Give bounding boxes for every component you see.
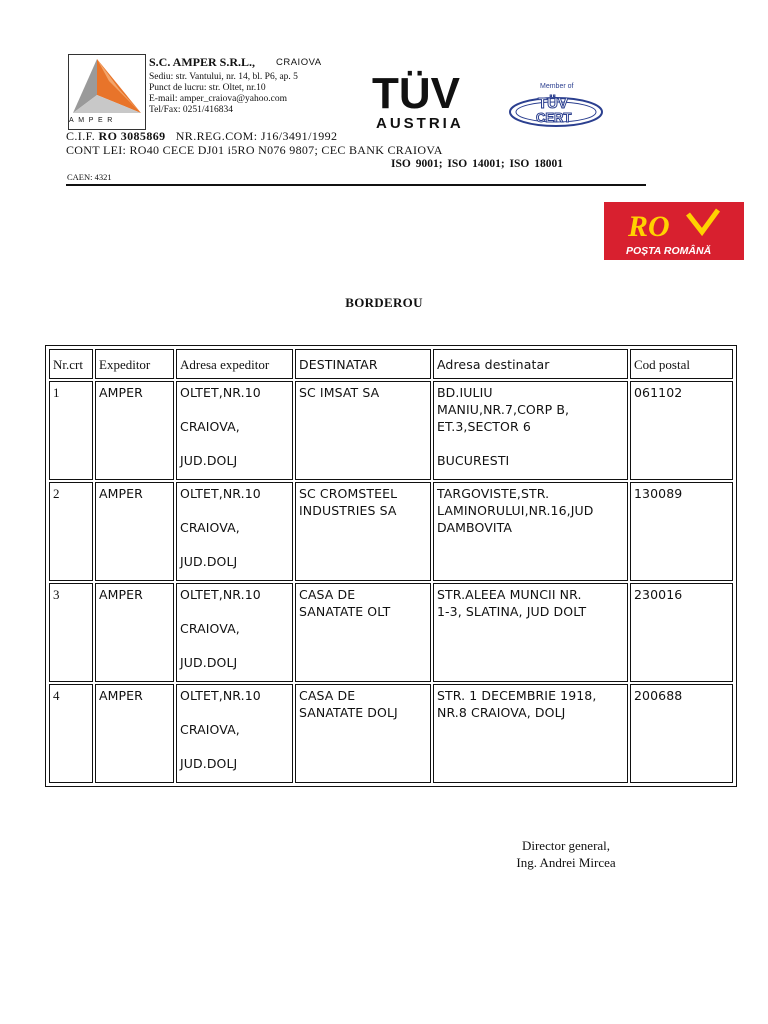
svg-text:POȘTA ROMÂNĂ: POȘTA ROMÂNĂ xyxy=(626,245,712,257)
svg-text:CERT: CERT xyxy=(536,110,572,125)
company-phone: Tel/Fax: 0251/416834 xyxy=(149,105,234,115)
cell-adresa-expeditor xyxy=(176,381,293,480)
signature-role: Director general, xyxy=(521,838,611,853)
cif-value: RO 3085869 xyxy=(98,129,166,143)
cell-nr: 2 xyxy=(49,482,93,581)
cell-destinatar xyxy=(295,583,431,682)
cell-line: BUCURESTI xyxy=(437,453,510,468)
cell-line: DAMBOVITA xyxy=(437,520,513,535)
cell-line: LAMINORULUI,NR.16,JUD xyxy=(437,503,594,518)
cell-adresa-destinatar xyxy=(433,482,628,581)
bank-account: CONT LEI: RO40 CECE DJ01 i5RO N076 9807; CEC BANK CRAIOVA xyxy=(66,143,443,157)
svg-text:Member of: Member of xyxy=(540,83,574,90)
cell-line xyxy=(437,435,624,452)
company-work-point: Punct de lucru: str. Oltet, nr.10 xyxy=(149,83,266,93)
cell-line: CRAIOVA, xyxy=(180,621,240,636)
tuv-austria-logo xyxy=(370,62,494,134)
col-header-nr: Nr.crt xyxy=(49,349,93,379)
company-city: CRAIOVA xyxy=(276,57,322,68)
cell-line: CASA DE xyxy=(299,587,356,602)
cell-line: JUD.DOLJ xyxy=(180,453,238,468)
cell-line: SANATATE OLT xyxy=(299,604,391,619)
cell-cod-postal: 230016 xyxy=(630,583,733,682)
cell-adresa-destinatar xyxy=(433,684,628,783)
cell-expeditor: AMPER xyxy=(95,381,174,480)
cell-expeditor: AMPER xyxy=(95,482,174,581)
cell-line: BD.IULIU xyxy=(437,385,493,400)
cell-expeditor: AMPER xyxy=(95,583,174,682)
col-header-adresa-expeditor: Adresa expeditor xyxy=(176,349,293,379)
signature-name: Ing. Andrei Mircea xyxy=(516,855,616,870)
iso-certifications: ISO 9001; ISO 14001; ISO 18001 xyxy=(391,158,563,170)
cell-destinatar xyxy=(295,482,431,581)
cell-cod-postal: 061102 xyxy=(630,381,733,480)
cell-line: OLTET,NR.10 xyxy=(180,486,261,501)
posta-romana-logo xyxy=(604,202,744,260)
col-header-cod-postal: Cod postal xyxy=(630,349,733,379)
cell-nr: 4 xyxy=(49,684,93,783)
cell-line: SC IMSAT SA xyxy=(299,385,380,400)
col-header-adresa-destinatar: Adresa destinatar xyxy=(433,349,628,379)
cell-expeditor: AMPER xyxy=(95,684,174,783)
cell-line: CRAIOVA, xyxy=(180,419,240,434)
cell-line: MANIU,NR.7,CORP B, xyxy=(437,402,570,417)
borderou-table xyxy=(45,345,737,787)
cell-nr: 1 xyxy=(49,381,93,480)
caen-code: CAEN: 4321 xyxy=(67,172,112,182)
cell-destinatar xyxy=(295,381,431,480)
cell-line: CASA DE xyxy=(299,688,356,703)
cell-line: INDUSTRIES SA xyxy=(299,503,397,518)
tuv-austria-subtext: AUSTRIA xyxy=(376,115,464,132)
cell-line: JUD.DOLJ xyxy=(180,554,238,569)
col-header-expeditor: Expeditor xyxy=(95,349,174,379)
cell-cod-postal: 200688 xyxy=(630,684,733,783)
cell-cod-postal: 130089 xyxy=(630,482,733,581)
cell-adresa-destinatar xyxy=(433,583,628,682)
cell-line: CRAIOVA, xyxy=(180,520,240,535)
cell-adresa-expeditor xyxy=(176,684,293,783)
cell-line: SC CROMSTEEL xyxy=(299,486,398,501)
reg-com: NR.REG.COM: J16/3491/1992 xyxy=(175,129,338,143)
cell-nr: 3 xyxy=(49,583,93,682)
cell-line: 1-3, SLATINA, JUD DOLT xyxy=(437,604,587,619)
cell-destinatar xyxy=(295,684,431,783)
cell-adresa-destinatar xyxy=(433,381,628,480)
cell-line: NR.8 CRAIOVA, DOLJ xyxy=(437,705,566,720)
cell-line: CRAIOVA, xyxy=(180,722,240,737)
cell-line: OLTET,NR.10 xyxy=(180,385,261,400)
table-row xyxy=(49,684,733,783)
tuv-austria-text: TÜV xyxy=(372,69,460,118)
cell-line: TARGOVISTE,STR. xyxy=(437,486,550,501)
company-name: S.C. AMPER S.R.L., xyxy=(149,55,256,69)
cell-adresa-expeditor xyxy=(176,583,293,682)
cell-line: STR.ALEEA MUNCII NR. xyxy=(437,587,582,602)
cell-line: JUD.DOLJ xyxy=(180,756,238,771)
company-email: E-mail: amper_craiova@yahoo.com xyxy=(149,94,288,104)
table-header-row xyxy=(49,349,733,379)
table-row xyxy=(49,583,733,682)
col-header-destinatar: DESTINATAR xyxy=(295,349,431,379)
cif-label: C.I.F. xyxy=(66,129,96,143)
cell-line: SANATATE DOLJ xyxy=(299,705,398,720)
table-row xyxy=(49,381,733,480)
document-title: BORDEROU xyxy=(345,295,423,310)
tuv-cert-logo xyxy=(506,80,606,134)
table-row xyxy=(49,482,733,581)
amper-logo-letters: AMPER xyxy=(69,117,117,124)
cell-line: OLTET,NR.10 xyxy=(180,587,261,602)
cif-line xyxy=(66,129,337,144)
cell-line: STR. 1 DECEMBRIE 1918, xyxy=(437,688,597,703)
svg-text:TÜV: TÜV xyxy=(538,95,568,112)
cell-line: OLTET,NR.10 xyxy=(180,688,261,703)
company-address: Sediu: str. Vantului, nr. 14, bl. P6, ap. 5 xyxy=(149,72,298,82)
cell-line: ET.3,SECTOR 6 xyxy=(437,419,531,434)
header-divider xyxy=(66,184,646,186)
cell-adresa-expeditor xyxy=(176,482,293,581)
svg-text:RO: RO xyxy=(628,210,670,243)
cell-line: JUD.DOLJ xyxy=(180,655,238,670)
